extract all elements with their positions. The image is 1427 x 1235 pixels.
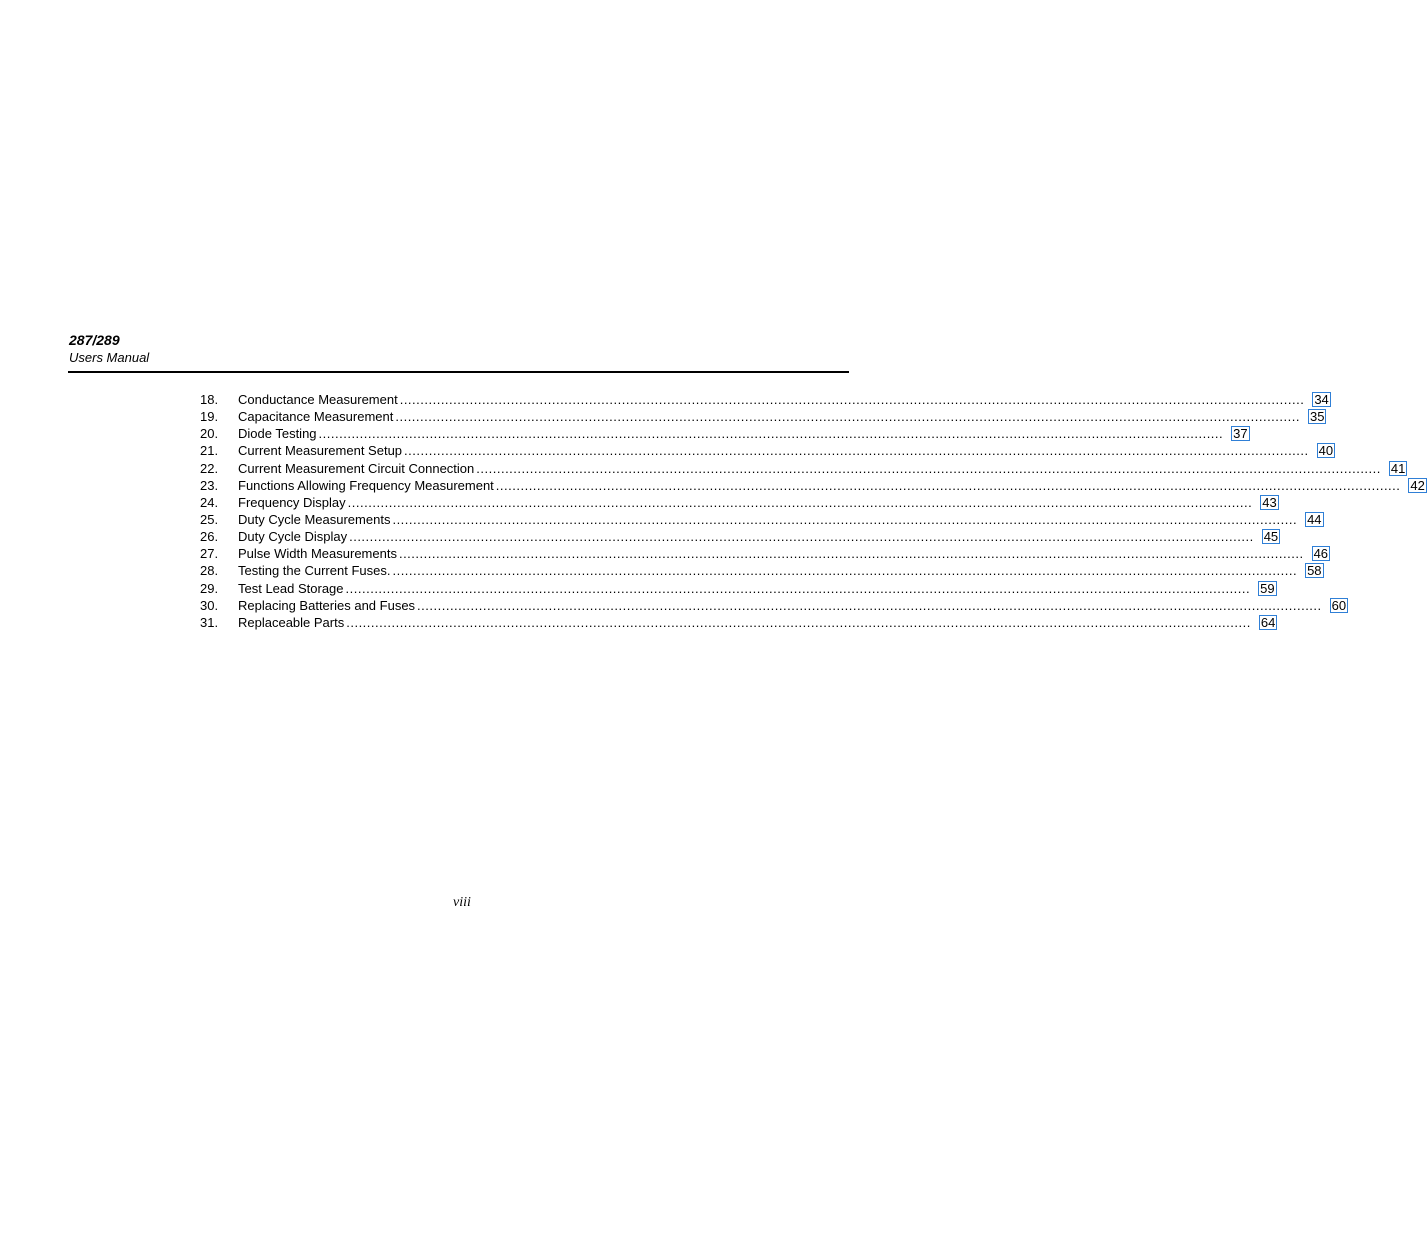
- toc-title: Replacing Batteries and Fuses: [238, 597, 416, 613]
- page-link[interactable]: 59: [1260, 580, 1275, 596]
- toc-number: 31.: [200, 614, 219, 630]
- dot-leader: ............................................................................................................................................................................................................................: [392, 512, 1298, 528]
- dot-leader: ............................................................................................................................................................................................................................: [404, 443, 1309, 459]
- header-divider: [68, 371, 849, 373]
- toc-title: Current Measurement Setup: [238, 443, 403, 459]
- toc-row: [200, 562, 1322, 579]
- toc-number: 28.: [200, 563, 219, 579]
- dot-leader: ............................................................................................................................................................................................................................: [318, 426, 1224, 442]
- dot-leader: ............................................................................................................................................................................................................................: [347, 494, 1253, 510]
- manual-title: Users Manual: [69, 350, 150, 365]
- toc-number: 25.: [200, 512, 219, 528]
- dot-leader: ............................................................................................................................................................................................................................: [476, 460, 1381, 476]
- page-link[interactable]: 46: [1313, 546, 1329, 562]
- toc-row: [200, 580, 1275, 597]
- toc-row: [200, 614, 1276, 631]
- toc-title: Current Measurement Circuit Connection: [238, 460, 475, 476]
- page-link[interactable]: 58: [1307, 563, 1322, 579]
- toc-number: 30.: [200, 597, 219, 613]
- dot-leader: ............................................................................................................................................................................................................................: [495, 477, 1401, 493]
- page-link[interactable]: 64: [1260, 614, 1276, 630]
- toc-number: 19.: [200, 409, 219, 425]
- toc-row: [200, 545, 1329, 562]
- page-header: [69, 331, 149, 366]
- dot-leader: ............................................................................................................................................................................................................................: [417, 597, 1322, 613]
- toc-number: 26.: [200, 529, 219, 545]
- page-link[interactable]: 42: [1410, 477, 1425, 493]
- toc-number: 23.: [200, 477, 219, 493]
- toc-row: [200, 597, 1347, 614]
- dot-leader: ............................................................................................................................................................................................................................: [345, 580, 1251, 596]
- dot-leader: ............................................................................................................................................................................................................................: [346, 614, 1251, 630]
- toc-number: 29.: [200, 580, 219, 596]
- toc-title: Diode Testing: [238, 426, 317, 442]
- page-link[interactable]: 44: [1307, 512, 1322, 528]
- page-link[interactable]: 60: [1331, 597, 1347, 613]
- toc-row: [200, 511, 1322, 528]
- toc-title: Frequency Display: [238, 494, 346, 510]
- toc-title: Capacitance Measurement: [238, 409, 394, 425]
- toc-title: Replaceable Parts: [238, 614, 345, 630]
- toc-row: [200, 477, 1425, 494]
- toc-row: [200, 442, 1334, 459]
- toc-number: 18.: [200, 392, 219, 408]
- toc-row: [200, 408, 1325, 425]
- toc-row: [200, 528, 1279, 545]
- page-link[interactable]: 35: [1309, 409, 1325, 425]
- dot-leader: ............................................................................................................................................................................................................................: [349, 529, 1254, 545]
- page-link[interactable]: 45: [1263, 529, 1279, 545]
- page-link[interactable]: 41: [1390, 460, 1406, 476]
- model-number: 287/289: [69, 332, 120, 348]
- toc-title: Testing the Current Fuses.: [238, 563, 391, 579]
- toc-title: Test Lead Storage: [238, 580, 344, 596]
- dot-leader: ............................................................................................................................................................................................................................: [395, 409, 1300, 425]
- page-link[interactable]: 37: [1233, 426, 1248, 442]
- toc-title: Duty Cycle Measurements: [238, 512, 391, 528]
- toc-row: [200, 494, 1277, 511]
- toc-number: 22.: [200, 460, 219, 476]
- toc-title: Pulse Width Measurements: [238, 546, 397, 562]
- toc-number: 21.: [200, 443, 219, 459]
- page-number: viii: [453, 895, 471, 910]
- page-link[interactable]: 34: [1314, 392, 1329, 408]
- toc-title: Functions Allowing Frequency Measurement: [238, 477, 494, 493]
- toc-row: [200, 425, 1248, 442]
- page-link[interactable]: 40: [1318, 443, 1334, 459]
- figure-list: [200, 391, 1425, 631]
- dot-leader: ............................................................................................................................................................................................................................: [392, 563, 1298, 579]
- page-link[interactable]: 43: [1262, 494, 1277, 510]
- toc-row: [200, 460, 1406, 477]
- toc-title: Duty Cycle Display: [238, 529, 348, 545]
- toc-number: 20.: [200, 426, 219, 442]
- toc-number: 24.: [200, 494, 219, 510]
- toc-number: 27.: [200, 546, 219, 562]
- dot-leader: ............................................................................................................................................................................................................................: [398, 546, 1304, 562]
- toc-row: [200, 391, 1329, 408]
- toc-title: Conductance Measurement: [238, 392, 398, 408]
- dot-leader: ............................................................................................................................................................................................................................: [399, 392, 1305, 408]
